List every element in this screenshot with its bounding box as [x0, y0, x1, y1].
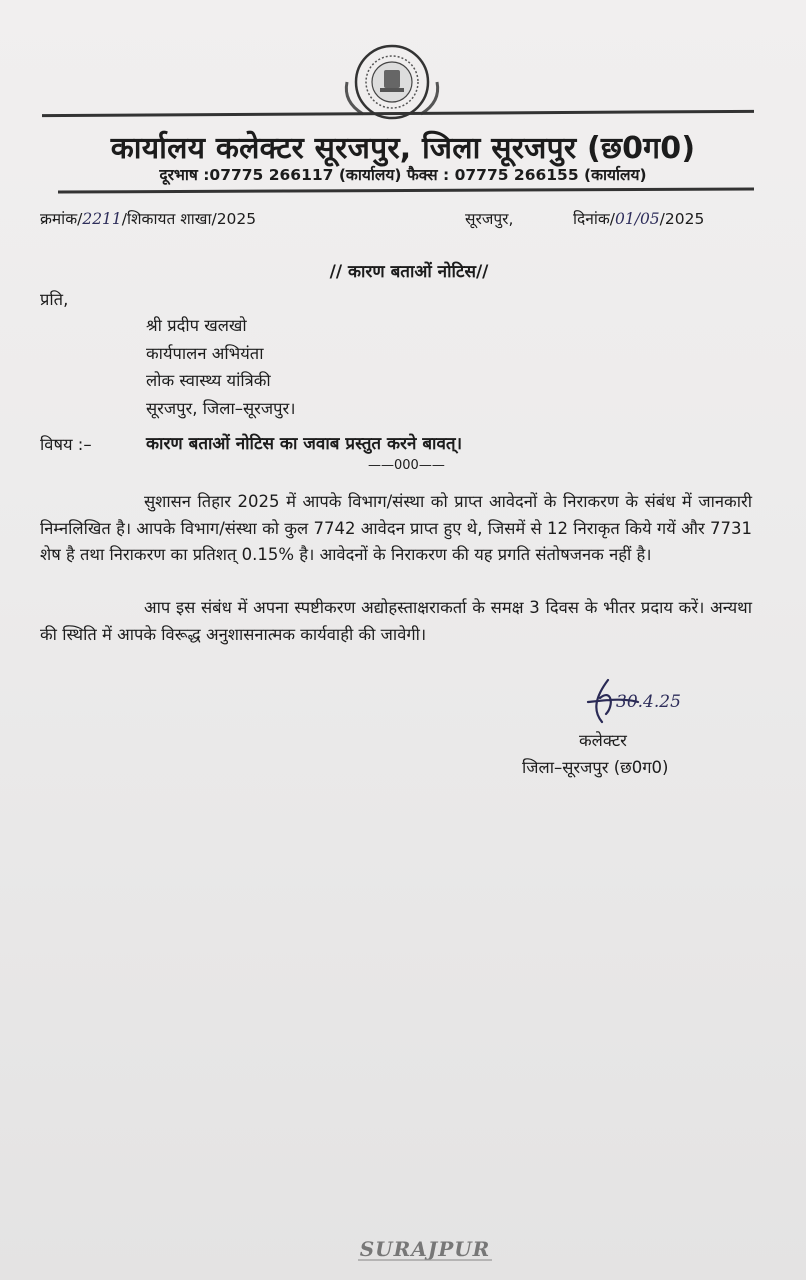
svg-text:SURAJPUR: SURAJPUR — [359, 1237, 491, 1261]
kramank-number-handwritten: 2211 — [82, 210, 122, 228]
header-bottom-rule — [58, 187, 754, 193]
date-handwritten: 01/05 — [615, 210, 660, 228]
recipient-prefix: प्रति, — [40, 290, 69, 309]
notice-title: // कारण बताओं नोटिस// — [329, 262, 489, 282]
office-title: कार्यालय कलेक्टर सूरजपुर, जिला सूरजपुर (छ0ग0) — [110, 131, 696, 166]
date-year: /2025 — [659, 210, 705, 228]
recipient-name: श्री प्रदीप खलखो — [146, 316, 247, 335]
date — [573, 207, 704, 229]
surajpur-footer-logo — [340, 1234, 510, 1264]
subject-separator: ——000—— — [368, 458, 445, 473]
branch-year: /शिकायत शाखा/2025 — [121, 210, 257, 228]
body-paragraph-2: आप इस संबंध में अपना स्पष्टीकरण अद्योहस्ताक्षराकर्ता के समक्ष 3 दिवस के भीतर प्रदाय करें। अन्यथा की स्थिति में आपके विरूद्ध अनुशासनात्मक कार्यवाही की जावेगी। — [40, 598, 752, 644]
recipient-address — [146, 312, 296, 422]
signature-date: 30.4.25 — [616, 692, 681, 712]
recipient-location: सूरजपुर, जिला–सूरजपुर। — [146, 398, 296, 418]
signatory-district: जिला–सूरजपुर (छ0ग0) — [522, 758, 669, 777]
body-paragraph-1: सुशासन तिहार 2025 में आपके विभाग/संस्था को प्राप्त आवेदनों के निराकरण के संबंध में जानकारी निम्नलिखित है। आपके विभाग/संस्था को कुल 7742 आवेदन प्राप्त हुए थे, जिसमें से 12 निराकृत किये गयें और 7731 शेष है तथा निराकरण का प्रतिशत् 0.15% है। आवेदनों के निराकरण की यह प्रगति संतोषजनक नहीं है। — [40, 492, 752, 564]
government-emblem-seal — [333, 42, 451, 122]
place: सूरजपुर, — [465, 210, 514, 228]
recipient-department: लोक स्वास्थ्य यांत्रिकी — [146, 371, 271, 390]
recipient-designation: कार्यपालन अभियंता — [146, 343, 264, 363]
subject-text: कारण बताओं नोटिस का जवाब प्रस्तुत करने बावत्। — [146, 434, 463, 454]
subject-label: विषय :– — [40, 435, 92, 454]
signatory-designation: कलेक्टर — [579, 731, 627, 750]
reference-number — [40, 207, 256, 229]
date-label: दिनांक/ — [573, 210, 615, 228]
kramank-label: क्रमांक/ — [40, 210, 83, 228]
contact-line: दूरभाष :07775 266117 (कार्यालय) फैक्स : 07775 266155 (कार्यालय) — [159, 166, 647, 184]
